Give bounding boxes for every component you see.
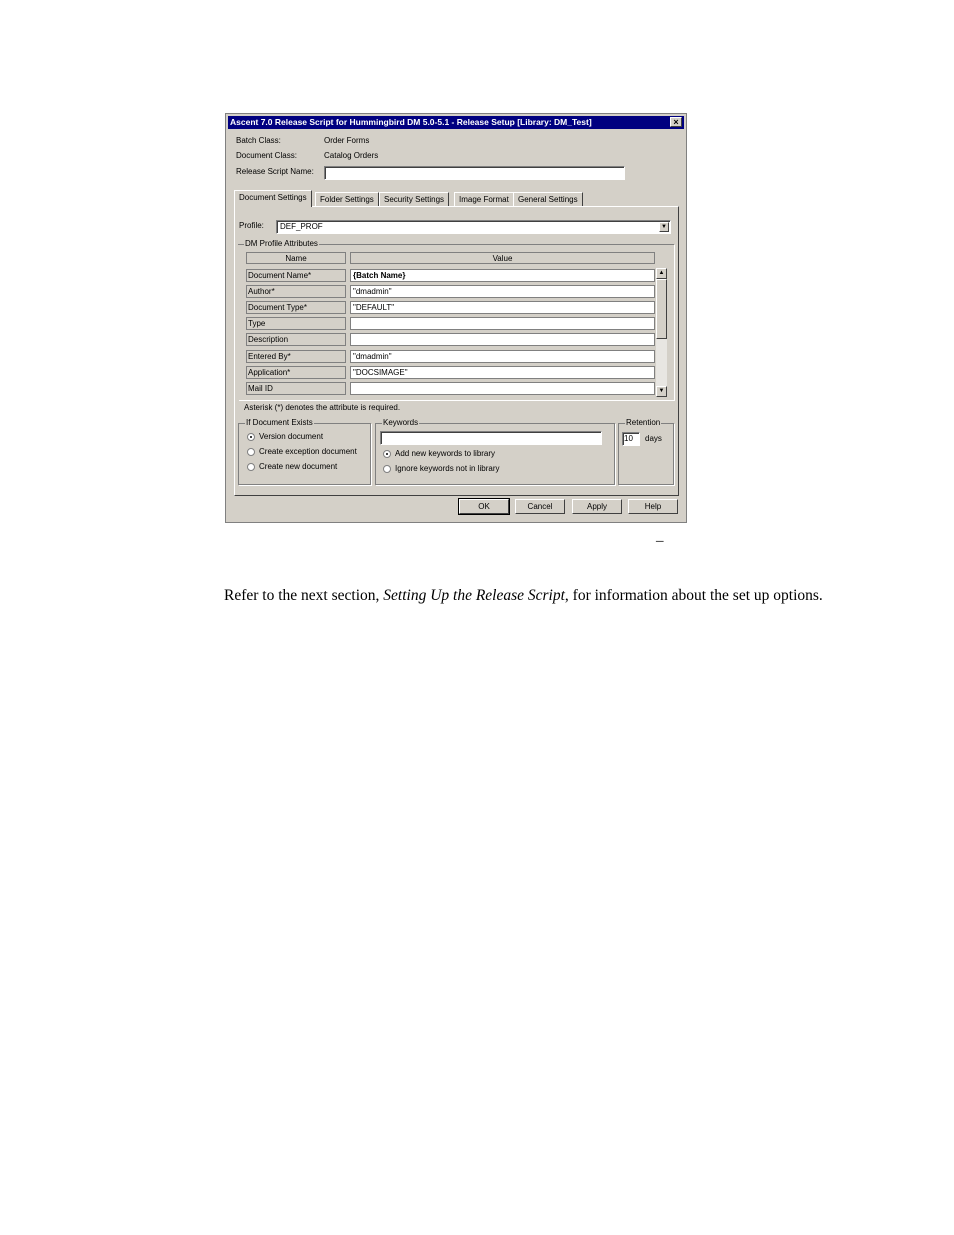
scroll-down-icon[interactable]: ▼ xyxy=(656,386,667,397)
profile-select[interactable] xyxy=(276,220,671,234)
attribute-value-input[interactable] xyxy=(350,382,655,395)
help-button[interactable]: Help xyxy=(628,499,678,514)
retention-unit: days xyxy=(645,434,662,443)
attribute-name: Description xyxy=(246,333,346,346)
keywords-title: Keywords xyxy=(383,418,419,427)
attributes-scrollbar[interactable] xyxy=(655,268,667,397)
attribute-value-input[interactable]: "dmadmin" xyxy=(350,350,655,363)
retention-days-input[interactable]: 10 xyxy=(622,432,640,446)
tab-folder-settings[interactable]: Folder Settings xyxy=(315,192,379,206)
ok-button[interactable]: OK xyxy=(459,499,509,514)
attribute-name: Mail ID xyxy=(246,382,346,395)
scrollbar-thumb[interactable] xyxy=(656,279,667,339)
if-document-exists-title: If Document Exists xyxy=(246,418,313,427)
document-class-value: Catalog Orders xyxy=(324,151,379,160)
body-text-after: , for information about the set up options. xyxy=(564,587,823,604)
attribute-value-input[interactable]: "DOCSIMAGE" xyxy=(350,366,655,379)
add-new-keywords-label[interactable]: Add new keywords to library xyxy=(395,449,496,458)
create-exception-document-label[interactable]: Create exception document xyxy=(259,447,357,456)
version-document-label[interactable]: Version document xyxy=(259,432,324,441)
scroll-up-icon[interactable]: ▲ xyxy=(656,268,667,279)
batch-class-value: Order Forms xyxy=(324,136,370,145)
batch-class-label: Batch Class: xyxy=(236,136,281,145)
document-class-label: Document Class: xyxy=(236,151,297,160)
add-new-keywords-radio[interactable] xyxy=(383,450,391,458)
dm-profile-attributes-title: DM Profile Attributes xyxy=(245,239,318,248)
release-script-name-label: Release Script Name: xyxy=(236,167,314,176)
retention-title: Retention xyxy=(626,418,661,427)
create-new-document-label[interactable]: Create new document xyxy=(259,462,338,471)
attributes-value-header[interactable]: Value xyxy=(350,252,655,264)
release-setup-dialog xyxy=(225,113,687,523)
keywords-input[interactable] xyxy=(380,431,602,445)
attribute-name: Type xyxy=(246,317,346,330)
create-new-document-radio[interactable] xyxy=(247,463,255,471)
version-document-radio[interactable] xyxy=(247,433,255,441)
profile-value: DEF_PROF xyxy=(280,222,323,231)
attribute-name: Application* xyxy=(246,366,346,379)
close-icon[interactable]: × xyxy=(670,117,682,127)
apply-button[interactable]: Apply xyxy=(572,499,622,514)
attribute-name: Entered By* xyxy=(246,350,346,363)
attribute-value-input[interactable] xyxy=(350,317,655,330)
attribute-value-input[interactable]: {Batch Name} xyxy=(350,269,655,282)
ignore-keywords-radio[interactable] xyxy=(383,465,391,473)
create-exception-document-radio[interactable] xyxy=(247,448,255,456)
attribute-name: Author* xyxy=(246,285,346,298)
body-paragraph xyxy=(224,587,824,605)
tab-general-settings[interactable]: General Settings xyxy=(513,192,583,206)
section-reference: Setting Up the Release Script xyxy=(383,587,565,604)
caption-dash: – xyxy=(656,533,664,549)
cancel-button[interactable]: Cancel xyxy=(515,499,565,514)
ignore-keywords-label[interactable]: Ignore keywords not in library xyxy=(395,464,500,473)
chevron-down-icon[interactable]: ▼ xyxy=(659,222,669,232)
tab-document-settings[interactable]: Document Settings xyxy=(234,190,312,207)
required-note: Asterisk (*) denotes the attribute is required. xyxy=(244,403,401,412)
dialog-title: Ascent 7.0 Release Script for Hummingbird DM 5.0-5.1 - Release Setup [Library: DM_Test] xyxy=(230,117,592,127)
profile-label: Profile: xyxy=(239,221,264,230)
attribute-name: Document Name* xyxy=(246,269,346,282)
attribute-value-input[interactable]: "DEFAULT" xyxy=(350,301,655,314)
tab-security-settings[interactable]: Security Settings xyxy=(379,192,449,206)
body-text-before: Refer to the next section, xyxy=(224,587,384,604)
attribute-name: Document Type* xyxy=(246,301,346,314)
dialog-title-bar xyxy=(228,116,684,129)
release-script-name-input[interactable] xyxy=(324,166,625,180)
attribute-value-input[interactable]: "dmadmin" xyxy=(350,285,655,298)
attribute-value-input[interactable] xyxy=(350,333,655,346)
attributes-name-header[interactable]: Name xyxy=(246,252,346,264)
tab-image-format[interactable]: Image Format xyxy=(454,192,514,206)
